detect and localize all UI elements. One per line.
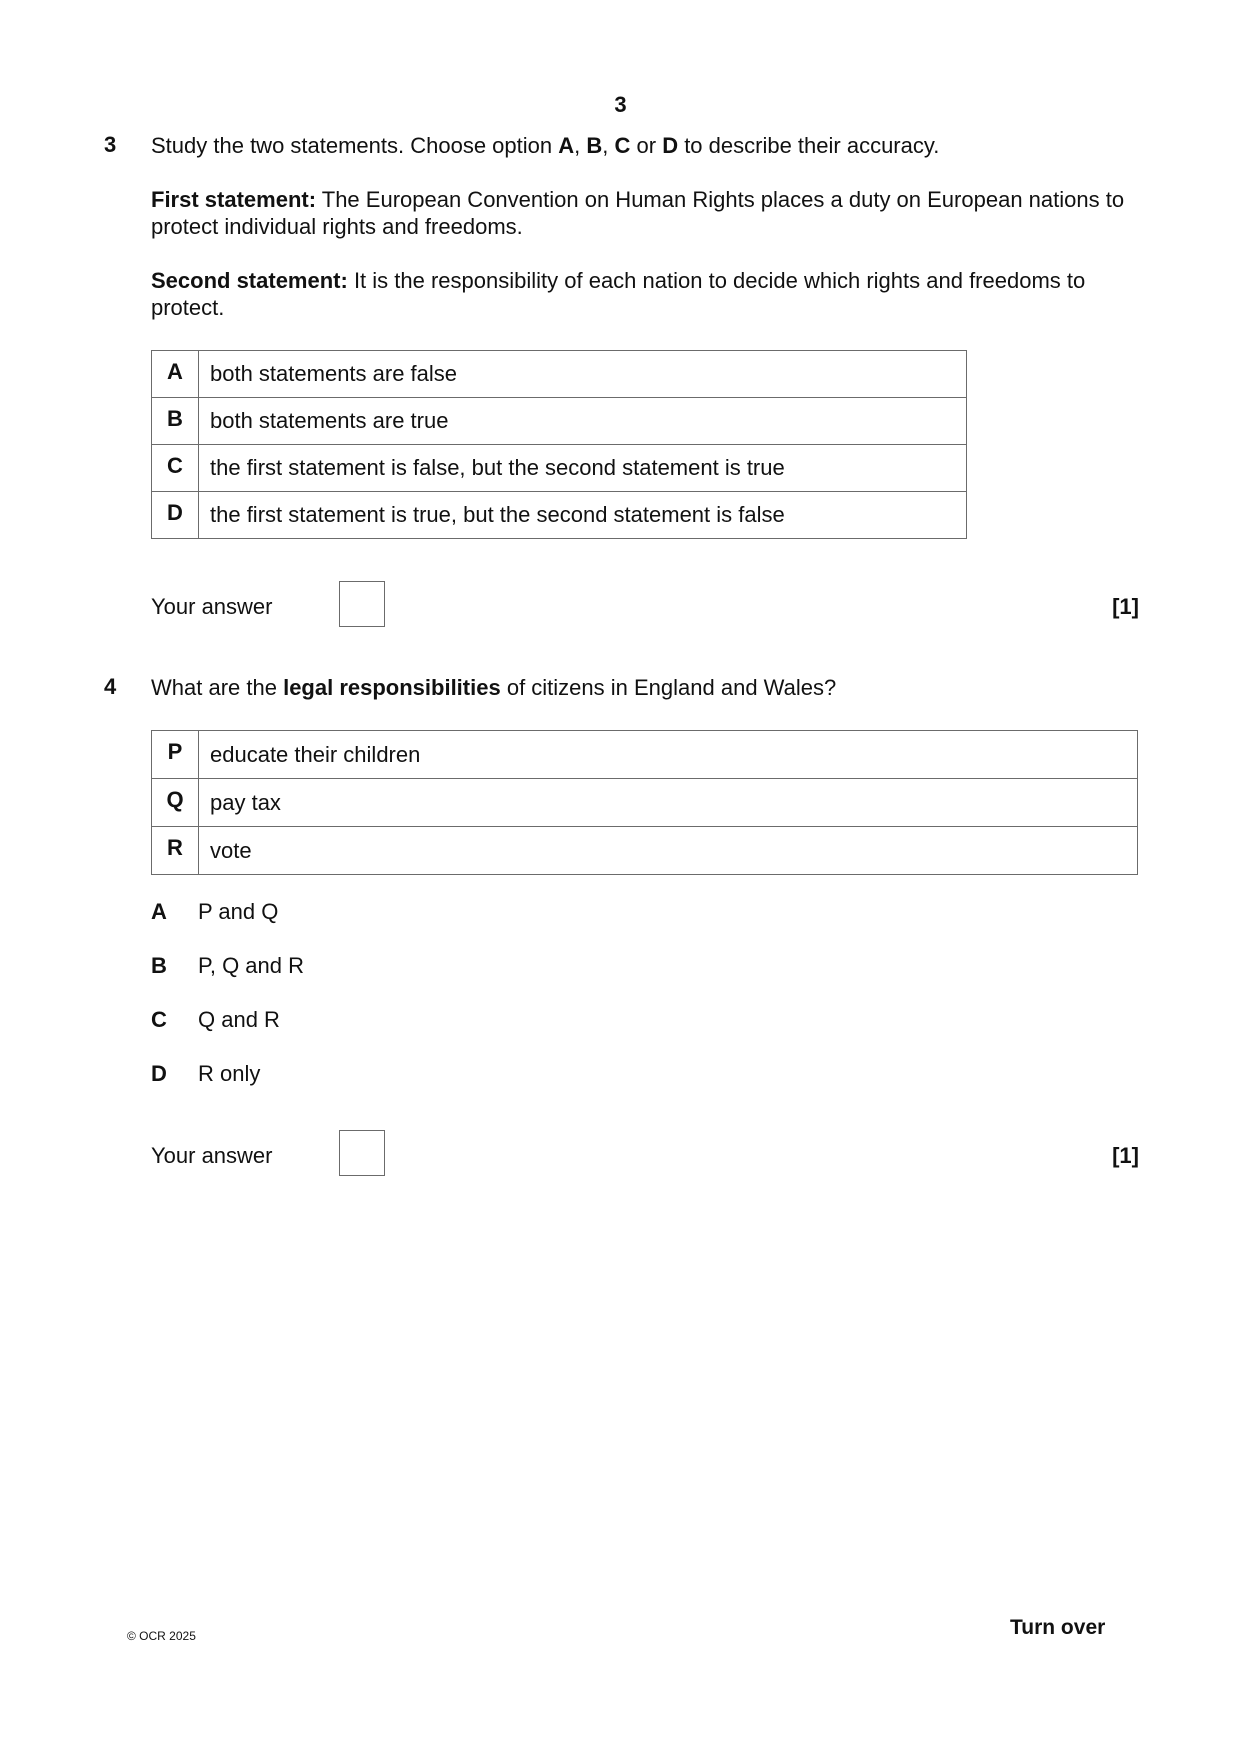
question-4-number: 4	[104, 674, 117, 699]
option-text: the first statement is true, but the second statement is false	[199, 492, 967, 539]
question-4-prompt: What are the legal responsibilities of citizens in England and Wales?	[151, 675, 837, 700]
first-statement-label: First statement:	[151, 187, 317, 212]
first-statement	[151, 186, 1141, 240]
marks-q4: [1]	[1112, 1143, 1139, 1168]
page-number: 3	[614, 92, 627, 117]
second-statement	[151, 267, 1141, 321]
item-text: educate their children	[199, 731, 1138, 779]
first-statement-text: The European Convention on Human Rights places a duty on European nations to protect individual rights and freedoms.	[151, 187, 1125, 239]
choice-text: P, Q and R	[198, 953, 304, 978]
choice-letter: B	[151, 953, 167, 978]
table-row	[152, 351, 967, 398]
question-3-prompt: Study the two statements. Choose option A, B, C or D to describe their accuracy.	[151, 133, 940, 158]
option-text: both statements are false	[199, 351, 967, 398]
item-letter: P	[152, 731, 199, 779]
option-text: both statements are true	[199, 398, 967, 445]
table-row	[152, 731, 1138, 779]
choice-letter: D	[151, 1061, 167, 1086]
option-text: the first statement is false, but the second statement is true	[199, 445, 967, 492]
answer-box-q4[interactable]	[339, 1130, 385, 1176]
answer-box-q3[interactable]	[339, 581, 385, 627]
table-row	[152, 827, 1138, 875]
option-letter: A	[152, 351, 199, 398]
second-statement-text: It is the responsibility of each nation to decide which rights and freedoms to protect.	[151, 268, 1086, 320]
choice-letter: C	[151, 1007, 167, 1032]
option-letter: B	[152, 398, 199, 445]
item-text: pay tax	[199, 779, 1138, 827]
choice-text: P and Q	[198, 899, 279, 924]
item-letter: Q	[152, 779, 199, 827]
choice-letter: A	[151, 899, 167, 924]
table-row	[152, 398, 967, 445]
question-4-table	[151, 730, 1138, 875]
table-row	[152, 445, 967, 492]
choice-text: R only	[198, 1061, 261, 1086]
table-row	[152, 779, 1138, 827]
answer-label: Your answer	[151, 594, 273, 619]
table-row	[152, 492, 967, 539]
marks-q3: [1]	[1112, 594, 1139, 619]
option-letter: C	[152, 445, 199, 492]
item-letter: R	[152, 827, 199, 875]
copyright-notice: © OCR 2025	[127, 1629, 196, 1643]
question-3-number: 3	[104, 132, 117, 157]
answer-label: Your answer	[151, 1143, 273, 1168]
item-text: vote	[199, 827, 1138, 875]
choice-text: Q and R	[198, 1007, 280, 1032]
second-statement-label: Second statement:	[151, 268, 348, 293]
turn-over: Turn over	[1010, 1616, 1106, 1639]
question-3-options-table	[151, 350, 967, 539]
option-letter: D	[152, 492, 199, 539]
